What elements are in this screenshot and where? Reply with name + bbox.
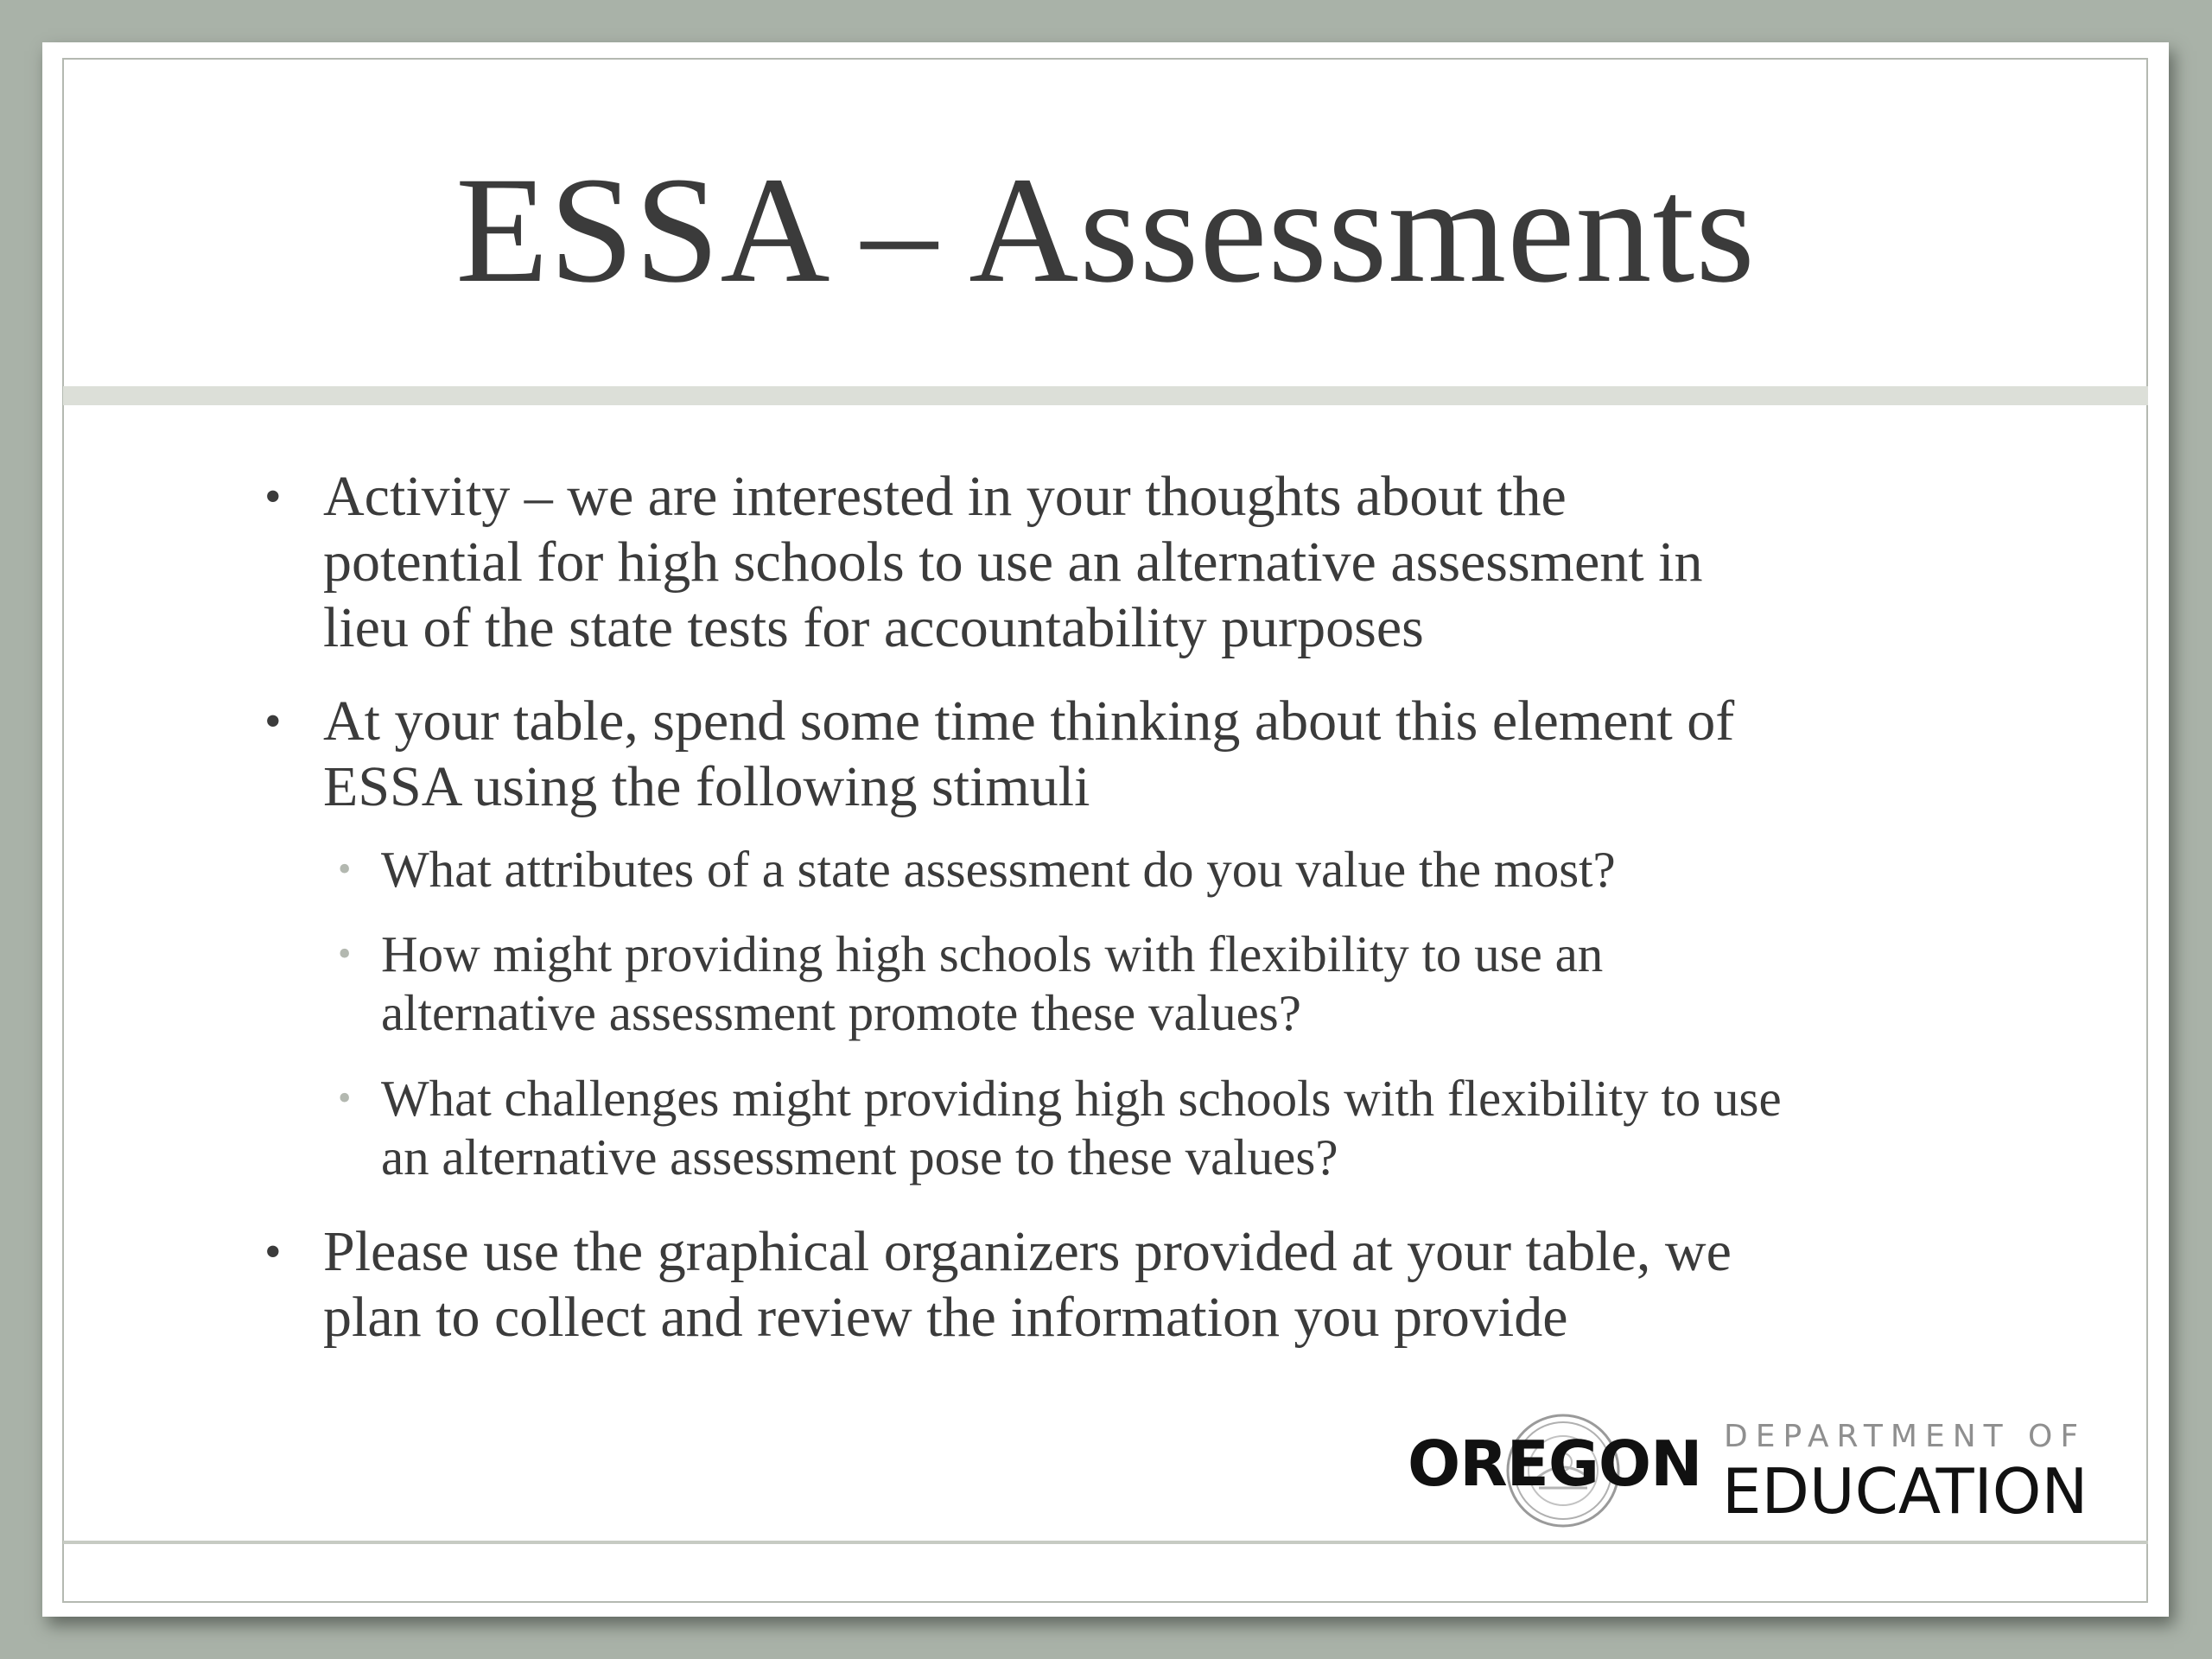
bullet-line: potential for high schools to use an alternative assessment in [323,531,1703,594]
sub-bullet-challenges [338,1069,2023,1186]
bullet-line: plan to collect and review the information you provide [323,1286,1568,1349]
bullet-marker: • [264,695,282,748]
bullet-line: How might providing high schools with flexibility to use an [381,925,1604,982]
bullet-activity [264,464,2008,661]
bullet-line: alternative assessment promote these values? [381,984,1301,1041]
slide-title: ESSA – Assessments [455,146,1756,315]
bullet-line: an alternative assessment pose to these values? [381,1128,1338,1185]
logo-education-text: EDUCATION [1722,1455,2088,1528]
bullet-line: What challenges might providing high schools with flexibility to use [381,1070,1782,1127]
bullet-marker: • [264,470,282,524]
bullet-line: At your table, spend some time thinking about this element of [323,690,1735,753]
bullet-list [42,42,2169,1617]
sub-bullet-marker: • [338,848,352,890]
bullet-marker: • [264,1225,282,1279]
bullet-graphical-organizers [264,1219,2008,1351]
bullet-line: ESSA using the following stimuli [323,755,1090,818]
slide [42,42,2169,1617]
bullet-at-your-table [264,689,2008,820]
bullet-line: Please use the graphical organizers provided at your table, we [323,1220,1732,1283]
logo-oregon-text: OREGON [1408,1427,1702,1500]
sub-bullet-marker: • [338,1077,352,1119]
bullet-line: What attributes of a state assessment do you value the most? [381,841,1616,898]
bullet-line: lieu of the state tests for accountability purposes [323,596,1424,659]
sub-bullet-marker: • [338,932,352,975]
oregon-department-of-education-logo [1408,1412,2142,1585]
bullet-line: Activity – we are interested in your thoughts about the [323,465,1567,528]
sub-bullet-promote [338,925,2023,1042]
logo-department-of-text: DEPARTMENT OF [1724,1419,2087,1454]
sub-bullet-attributes [338,840,2023,899]
